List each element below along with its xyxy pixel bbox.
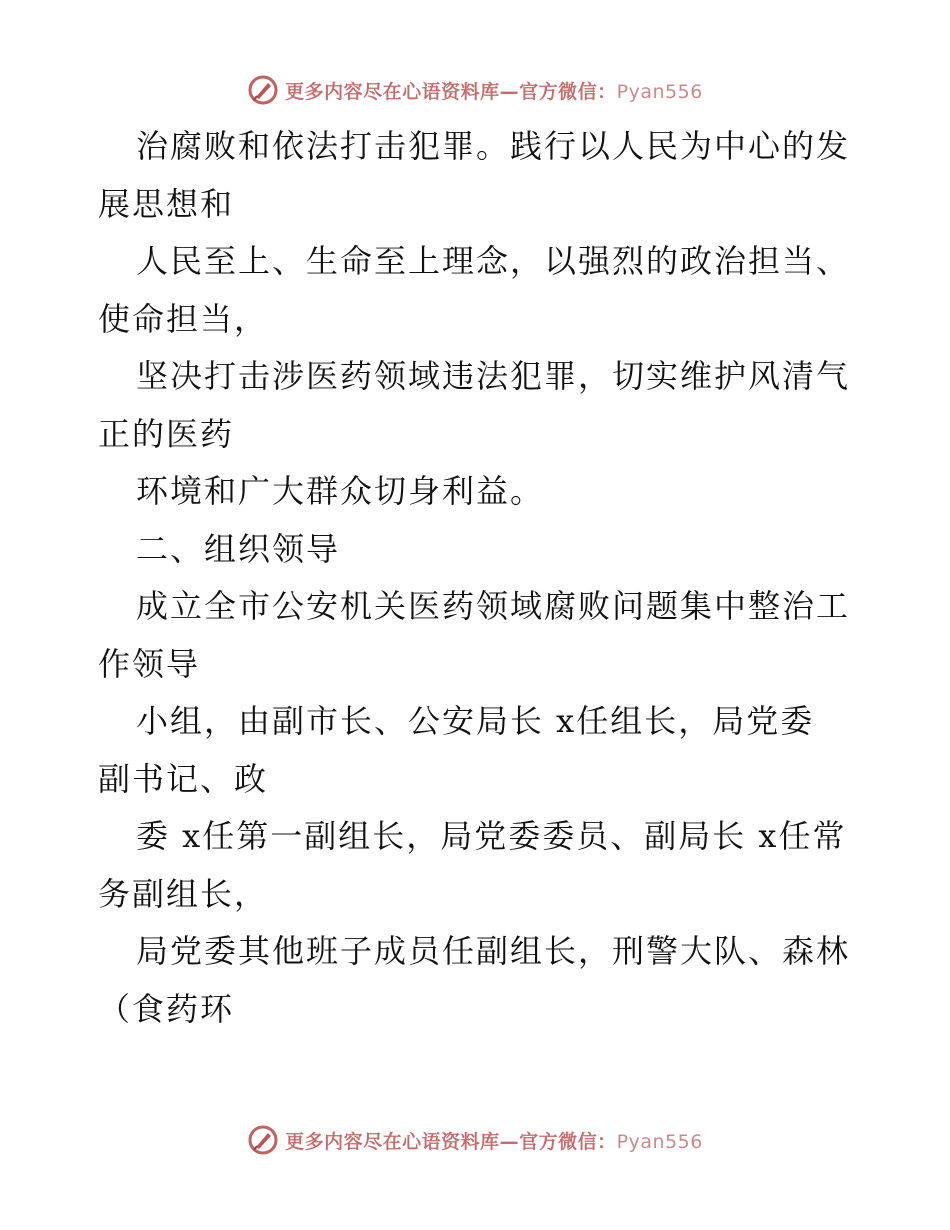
text-line: 展思想和 xyxy=(98,184,235,223)
text-line: 环境和广大群众切身利益。 xyxy=(136,472,545,510)
text-line: 副书记、政 xyxy=(98,759,269,798)
text-line: 坚决打击涉医药领域违法犯罪，切实维护风清气 xyxy=(136,357,851,395)
text-line: 委 x任第一副组长，局党委委员、副局长 x任常 xyxy=(136,817,847,855)
watermark-text xyxy=(285,77,703,104)
watermark-footer xyxy=(0,1120,950,1160)
quill-pen-logo-icon xyxy=(247,74,279,106)
watermark-label: 更多内容尽在心语资料库—官方微信： xyxy=(285,1130,617,1153)
text-line: 使命担当， xyxy=(98,299,269,338)
watermark-label: 更多内容尽在心语资料库—官方微信： xyxy=(285,80,617,103)
text-line: 人民至上、生命至上理念，以强烈的政治担当、 xyxy=(136,242,851,280)
text-line: 治腐败和依法打击犯罪。践行以人民为中心的发 xyxy=(136,127,851,165)
quill-pen-logo-icon xyxy=(247,1124,279,1156)
text-line: 小组，由副市长、公安局长 x任组长，局党委 xyxy=(136,702,815,740)
watermark-text xyxy=(285,1127,703,1154)
text-line: 局党委其他班子成员任副组长，刑警大队、森林 xyxy=(136,932,851,970)
text-line: 作领导 xyxy=(98,644,201,683)
watermark-id: Pyan556 xyxy=(616,80,703,103)
watermark-id: Pyan556 xyxy=(616,1130,703,1153)
text-line: （食药环 xyxy=(98,989,235,1028)
watermark-header xyxy=(0,70,950,110)
section-heading: 二、组织领导 xyxy=(136,529,341,568)
text-line: 务副组长， xyxy=(98,874,269,913)
document-body xyxy=(98,118,858,1038)
text-line: 成立全市公安机关医药领域腐败问题集中整治工 xyxy=(136,587,851,625)
text-line: 正的医药 xyxy=(98,414,235,453)
